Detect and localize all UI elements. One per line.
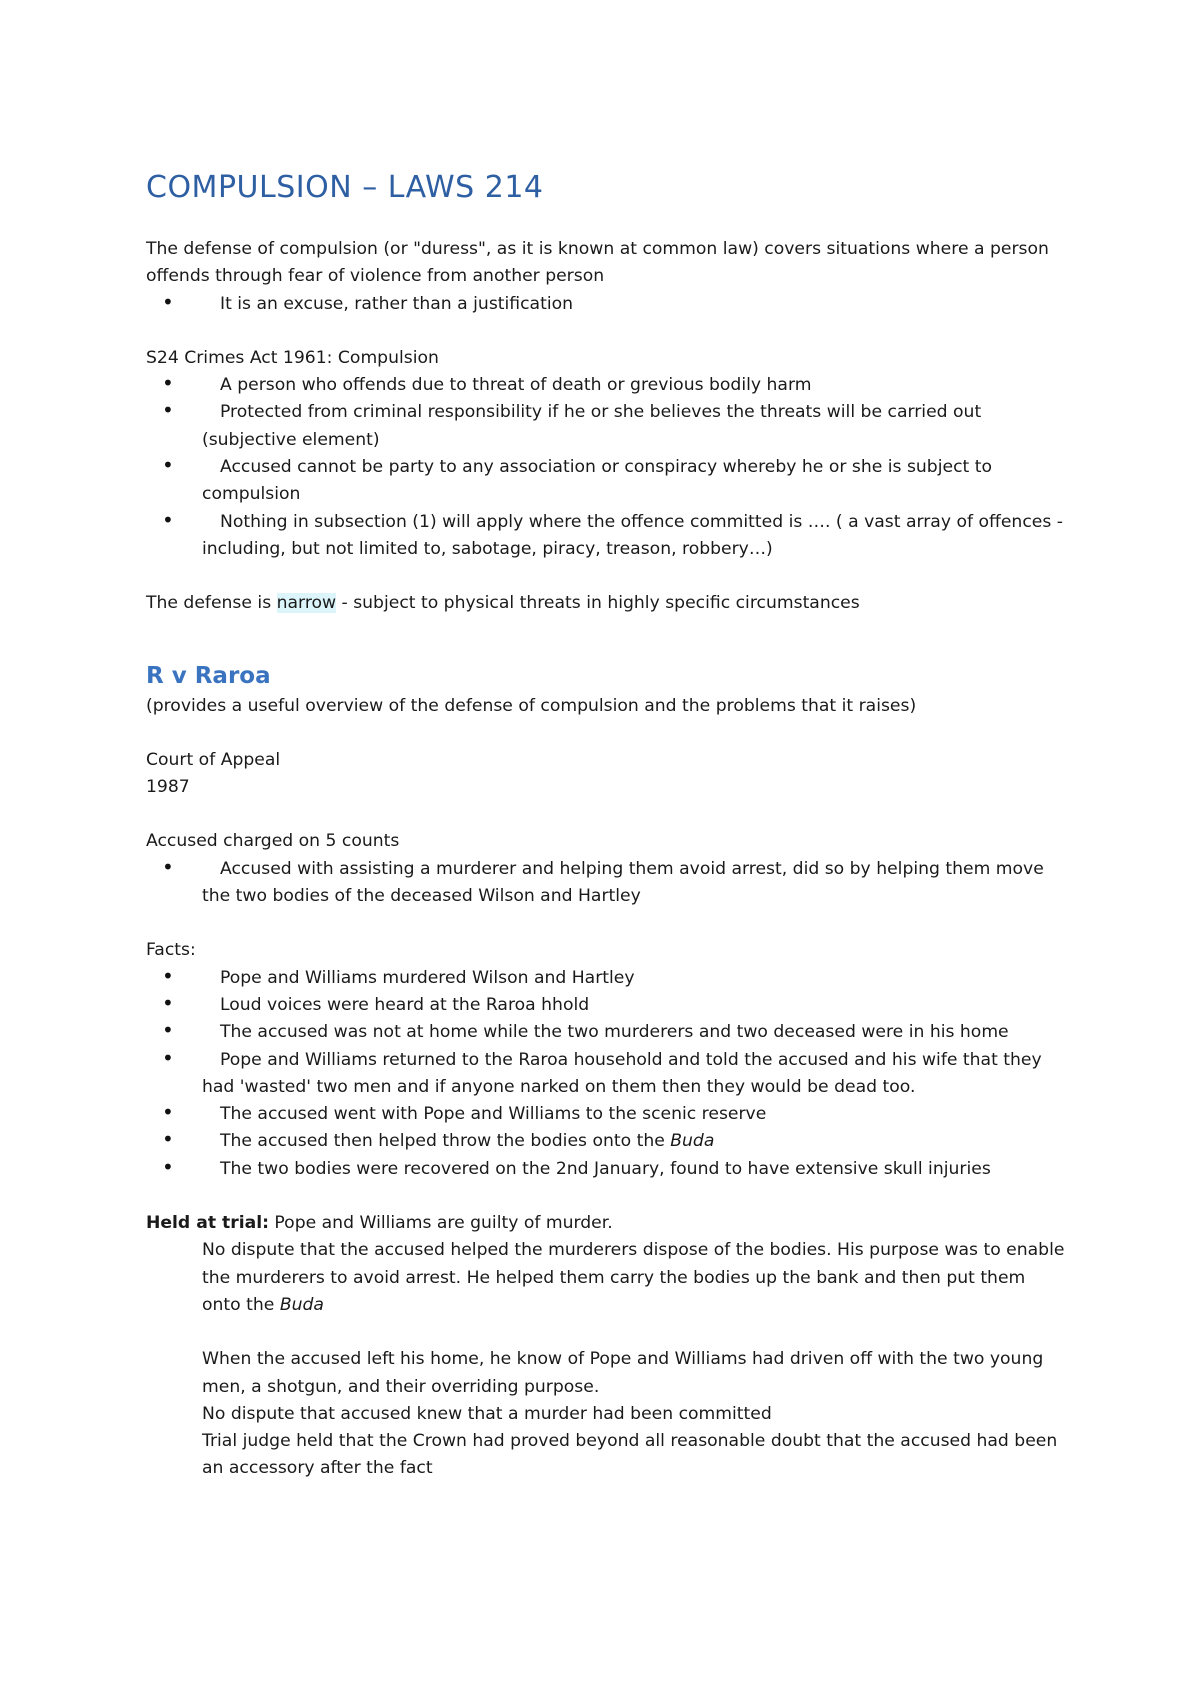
held-paragraph: Trial judge held that the Crown had proved beyond all reasonable doubt that the accused had been an accessory after the fact <box>202 1431 1058 1479</box>
charged-bullets <box>146 856 1066 911</box>
fact-text: The accused then helped throw the bodies onto the <box>220 1131 671 1152</box>
list-item: • A person who offends due to threat of death or grevious bodily harm <box>146 372 1066 399</box>
vessel-name: Buda <box>279 1294 324 1315</box>
case-subtitle: (provides a useful overview of the defense of compulsion and the problems that it raises) <box>146 695 917 716</box>
intro-paragraph: The defense of compulsion (or "duress", as it is known at common law) covers situations where a person offends through fear of violence from another person <box>146 239 1049 287</box>
list-item: • The two bodies were recovered on the 2nd January, found to have extensive skull injuries <box>146 1156 1066 1183</box>
list-item: • The accused was not at home while the two murderers and two deceased were in his home <box>146 1019 1066 1046</box>
facts-heading: Facts: <box>146 940 196 961</box>
list-item: • Loud voices were heard at the Raroa hhold <box>146 992 1066 1019</box>
held-paragraph: No dispute that accused knew that a murder had been committed <box>202 1403 772 1424</box>
list-item: • Pope and Williams returned to the Raroa household and told the accused and his wife that they had 'wasted' two men and if anyone narked on them then they would be dead too. <box>146 1047 1066 1102</box>
s24-heading: S24 Crimes Act 1961: Compulsion <box>146 347 439 368</box>
held-text: Pope and Williams are guilty of murder. <box>268 1213 613 1234</box>
document-page <box>146 168 1066 1483</box>
list-item: • It is an excuse, rather than a justification <box>146 291 1066 318</box>
facts-bullets <box>146 965 1066 1183</box>
court-name: Court of Appeal <box>146 749 281 770</box>
s24-bullets <box>146 372 1066 563</box>
narrow-text-after: - subject to physical threats in highly specific circumstances <box>336 593 860 614</box>
list-item: • Accused with assisting a murderer and helping them avoid arrest, did so by helping them move the two bodies of the deceased Wilson and Hartley <box>146 856 1066 911</box>
held-details <box>146 1237 1066 1482</box>
highlighted-word: narrow <box>276 593 337 614</box>
list-item: • The accused went with Pope and Williams to the scenic reserve <box>146 1101 1066 1128</box>
held-line <box>146 1210 1066 1237</box>
narrow-paragraph <box>146 590 1066 617</box>
held-label: Held at trial: <box>146 1213 269 1234</box>
case-year: 1987 <box>146 777 190 798</box>
held-paragraph <box>202 1237 1066 1319</box>
held-p1-text: No dispute that the accused helped the murderers dispose of the bodies. His purpose was to enable the murderers to avoid arrest. He helped them carry the bodies up the bank and then put them onto the <box>202 1240 1065 1315</box>
intro-bullets <box>146 291 1066 318</box>
list-item <box>146 1128 1066 1155</box>
list-item: • Protected from criminal responsibility if he or she believes the threats will be carried out (subjective element) <box>146 399 1066 454</box>
vessel-name: Buda <box>670 1131 715 1152</box>
case-heading: R v Raroa <box>146 662 271 689</box>
narrow-text-before: The defense is <box>146 593 277 614</box>
list-item: • Accused cannot be party to any association or conspiracy whereby he or she is subject to compulsion <box>146 454 1066 509</box>
list-item: • Nothing in subsection (1) will apply where the offence committed is …. ( a vast array of offences - including, but not limited to, sabotage, piracy, treason, robbery…) <box>146 509 1066 564</box>
list-item: • Pope and Williams murdered Wilson and Hartley <box>146 965 1066 992</box>
held-paragraph: When the accused left his home, he know of Pope and Williams had driven off with the two young men, a shotgun, and their overriding purpose. <box>202 1349 1044 1397</box>
charged-heading: Accused charged on 5 counts <box>146 831 400 852</box>
page-title: COMPULSION – LAWS 214 <box>146 170 544 205</box>
